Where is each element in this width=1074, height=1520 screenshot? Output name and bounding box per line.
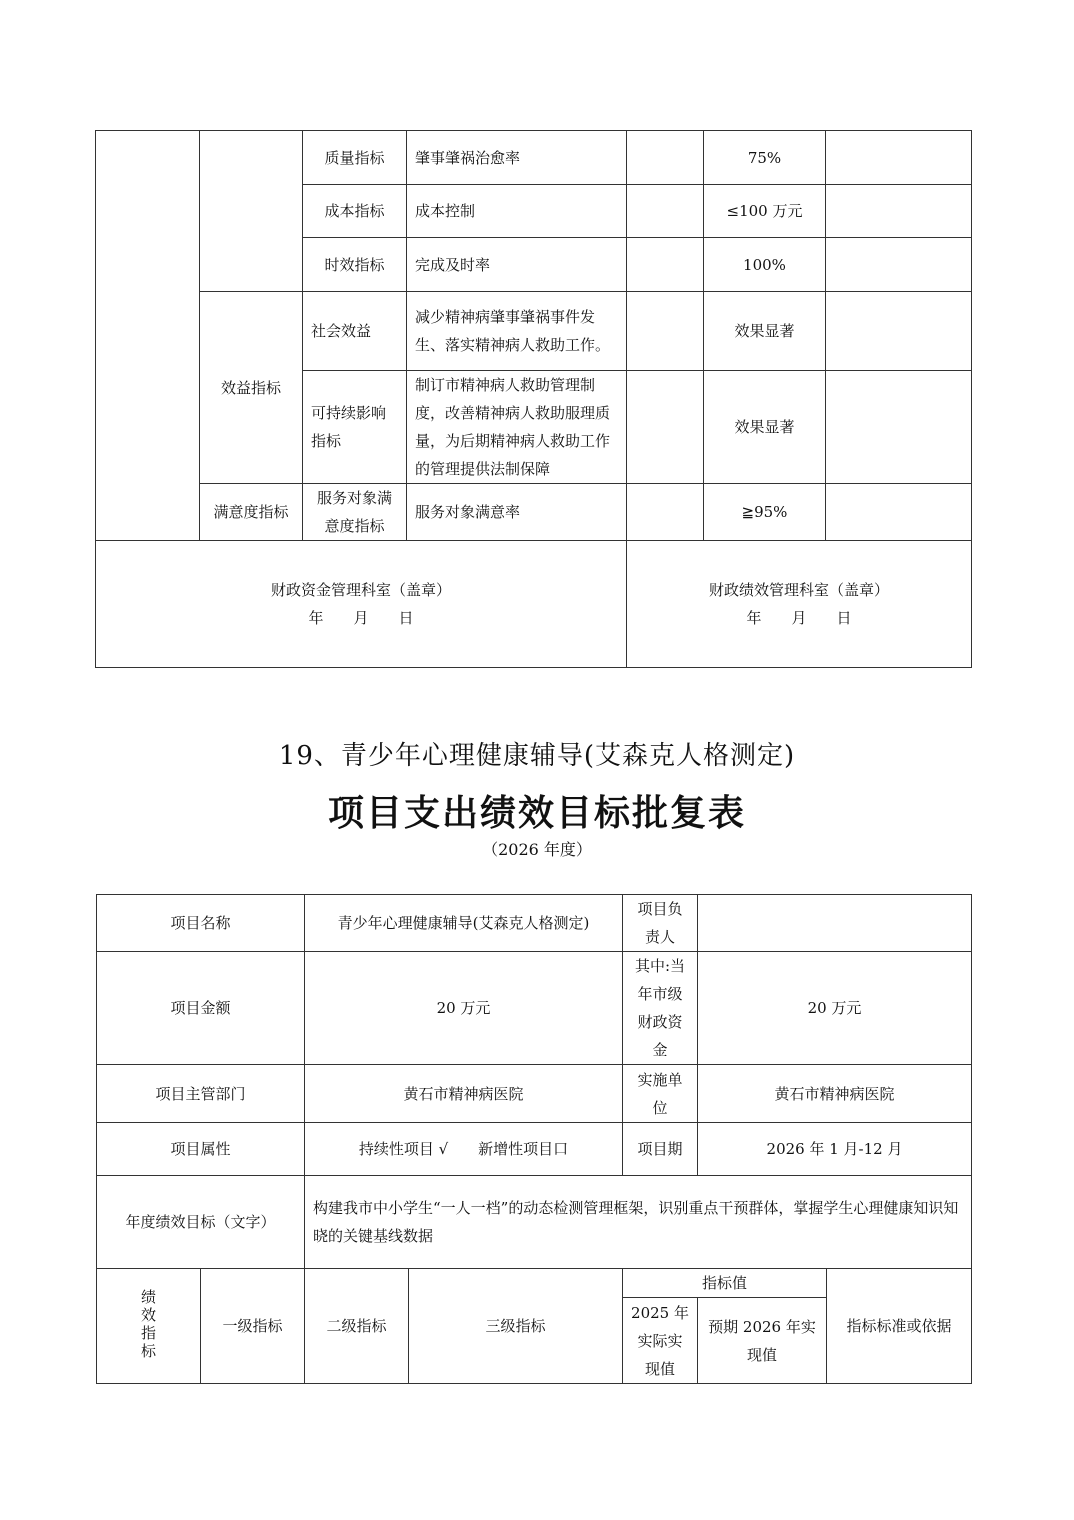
actual-cell xyxy=(627,292,704,371)
level3-cell: 完成及时率 xyxy=(407,238,627,292)
basis-cell xyxy=(826,238,972,292)
level3-cell: 肇事肇祸治愈率 xyxy=(407,131,627,185)
impl-label: 实施单位 xyxy=(623,1065,698,1123)
fiscal-value: 20 万元 xyxy=(698,952,972,1065)
header-level3: 三级指标 xyxy=(409,1269,623,1384)
basis-cell xyxy=(826,292,972,371)
stamp-row xyxy=(96,541,972,668)
stamp-left-date: 年 月 日 xyxy=(308,609,414,627)
table-row xyxy=(96,484,972,541)
target-cell: 效果显著 xyxy=(704,292,826,371)
attr-label: 项目属性 xyxy=(97,1123,305,1176)
level3-cell: 减少精神病肇事肇祸事件发生、落实精神病人救助工作。 xyxy=(407,292,627,371)
level2-cell: 时效指标 xyxy=(303,238,407,292)
basis-cell xyxy=(826,371,972,484)
goal-value: 构建我市中小学生“一人一档”的动态检测管理框架，识别重点干预群体，掌握学生心理健康知识知晓的关键基线数据 xyxy=(305,1176,972,1269)
fiscal-label: 其中:当年市级财政资金 xyxy=(623,952,698,1065)
actual-cell xyxy=(627,131,704,185)
indicator-group-label xyxy=(97,1269,201,1384)
table-row xyxy=(97,895,972,952)
period-label: 项目期 xyxy=(623,1123,698,1176)
actual-cell xyxy=(627,371,704,484)
target-cell: 效果显著 xyxy=(704,371,826,484)
goal-label: 年度绩效目标（文字） xyxy=(97,1176,305,1269)
header-level2: 二级指标 xyxy=(305,1269,409,1384)
leader-value xyxy=(698,895,972,952)
page-title: 项目支出绩效目标批复表 xyxy=(327,792,746,834)
level2-cell: 质量指标 xyxy=(303,131,407,185)
stamp-left xyxy=(96,541,627,668)
level1-cell-satisfaction: 满意度指标 xyxy=(200,484,303,541)
stamp-right-date: 年 月 日 xyxy=(746,609,852,627)
level3-cell: 成本控制 xyxy=(407,185,627,238)
target-cell: ≤100 万元 xyxy=(704,185,826,238)
stamp-right xyxy=(627,541,972,668)
level3-cell: 制订市精神病人救助管理制度，改善精神病人救助服理质量，为后期精神病人救助工作的管理提供法制保障 xyxy=(407,371,627,484)
level2-cell: 服务对象满意度指标 xyxy=(303,484,407,541)
header-actual-2025: 2025 年实际实现值 xyxy=(623,1298,698,1384)
target-cell: 100% xyxy=(704,238,826,292)
actual-cell xyxy=(627,185,704,238)
header-level1: 一级指标 xyxy=(201,1269,305,1384)
dept-label: 项目主管部门 xyxy=(97,1065,305,1123)
section-heading: 19、青少年心理健康辅导(艾森克人格测定) xyxy=(278,741,796,771)
indicator-group-text: 绩效指标 xyxy=(140,1287,156,1360)
stamp-left-name: 财政资金管理科室（盖章） xyxy=(270,581,451,599)
amount-label: 项目金额 xyxy=(97,952,305,1065)
level2-cell: 社会效益 xyxy=(303,292,407,371)
basis-cell xyxy=(826,131,972,185)
table-row xyxy=(97,1123,972,1176)
actual-cell xyxy=(627,484,704,541)
top-indicator-table xyxy=(95,130,972,668)
header-value-group: 指标值 xyxy=(623,1269,827,1298)
table-row xyxy=(97,1176,972,1269)
year-label: （2026 年度） xyxy=(482,840,592,859)
table-row xyxy=(97,952,972,1065)
header-expected-2026: 预期 2026 年实现值 xyxy=(698,1298,827,1384)
amount-value: 20 万元 xyxy=(305,952,623,1065)
level1-cell-output xyxy=(200,131,303,292)
basis-cell xyxy=(826,484,972,541)
dept-value: 黄石市精神病医院 xyxy=(305,1065,623,1123)
attr-value: 持续性项目 √ 新增性项目口 xyxy=(305,1123,623,1176)
project-table xyxy=(96,894,972,1384)
level2-cell: 可持续影响指标 xyxy=(303,371,407,484)
project-name-label: 项目名称 xyxy=(97,895,305,952)
table-row xyxy=(96,292,972,371)
target-cell: ≧95% xyxy=(704,484,826,541)
table-row xyxy=(97,1269,972,1298)
project-name-value: 青少年心理健康辅导(艾森克人格测定) xyxy=(305,895,623,952)
level2-cell: 成本指标 xyxy=(303,185,407,238)
basis-cell xyxy=(826,185,972,238)
level0-cell xyxy=(96,131,200,541)
level3-cell: 服务对象满意率 xyxy=(407,484,627,541)
table-row xyxy=(96,131,972,185)
stamp-right-name: 财政绩效管理科室（盖章） xyxy=(708,581,889,599)
level1-cell-benefit: 效益指标 xyxy=(200,292,303,484)
actual-cell xyxy=(627,238,704,292)
table-row xyxy=(97,1065,972,1123)
target-cell: 75% xyxy=(704,131,826,185)
header-basis: 指标标准或依据 xyxy=(827,1269,972,1384)
impl-value: 黄石市精神病医院 xyxy=(698,1065,972,1123)
period-value: 2026 年 1 月-12 月 xyxy=(698,1123,972,1176)
leader-label: 项目负责人 xyxy=(623,895,698,952)
